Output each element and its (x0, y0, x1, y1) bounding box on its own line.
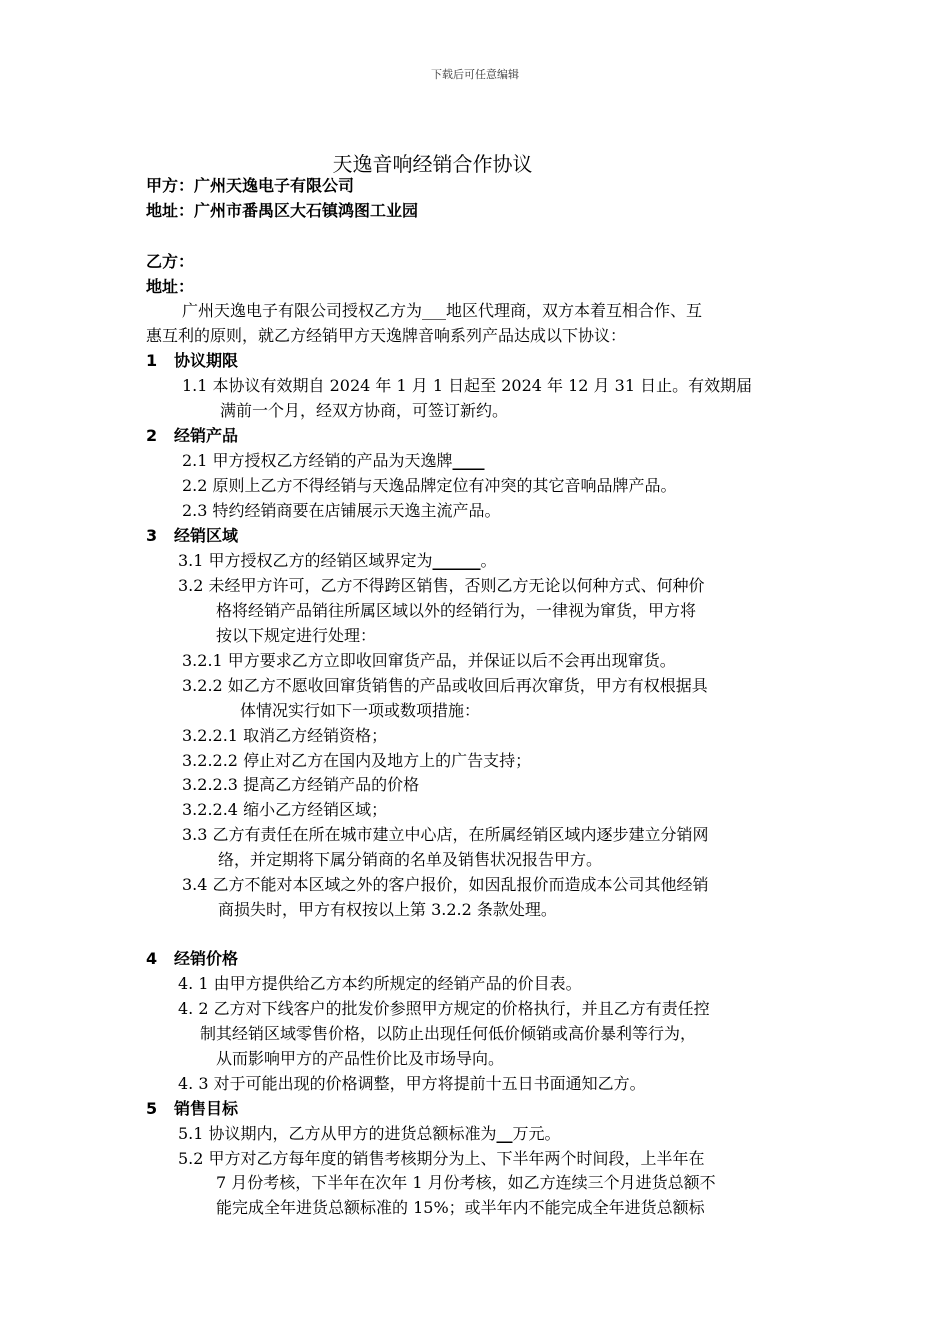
clause-3-2-line-3: 按以下规定进行处理： (216, 626, 377, 645)
intro-line-2: 惠互利的原则，就乙方经销甲方天逸牌音响系列产品达成以下协议： (146, 326, 627, 345)
clause-5-1-blank: __ (496, 1124, 513, 1143)
section-4-number: 4 (146, 949, 158, 968)
clause-3-1-end: 。 (480, 551, 497, 570)
clause-2-1-text: 2.1 甲方授权乙方经销的产品为天逸牌 (182, 451, 453, 470)
party-b-address-label: 地址： (146, 277, 195, 296)
clause-3-3-line-1: 3.3 乙方有责任在所在城市建立中心店，在所属经销区域内逐步建立分销网 (182, 825, 709, 844)
section-1-number: 1 (146, 351, 158, 370)
party-a-address-value: 广州市番禺区大石镇鸿图工业园 (194, 201, 419, 220)
section-3-title: 经销区域 (174, 526, 239, 545)
clause-2-2: 2.2 原则上乙方不得经销与天逸品牌定位有冲突的其它音响品牌产品。 (182, 476, 677, 495)
clause-5-1-end: 万元。 (512, 1124, 561, 1143)
clause-3-1 (178, 549, 497, 573)
clause-3-4-line-2: 商损失时，甲方有权按以上第 3.2.2 条款处理。 (218, 900, 557, 919)
clause-3-2-line-2: 格将经销产品销往所属区域以外的经销行为，一律视为窜货，甲方将 (216, 601, 697, 620)
clause-3-3-line-2: 络，并定期将下属分销商的名单及销售状况报告甲方。 (218, 850, 603, 869)
party-a-address-label: 地址： (146, 201, 195, 220)
section-4-title: 经销价格 (174, 949, 239, 968)
party-a-name: 广州天逸电子有限公司 (194, 176, 355, 195)
clause-3-2-2-1: 3.2.2.1 取消乙方经销资格； (182, 726, 388, 745)
clause-2-3: 2.3 特约经销商要在店铺展示天逸主流产品。 (182, 501, 501, 520)
clause-4-2-line-1: 4. 2 乙方对下线客户的批发价参照甲方规定的价格执行，并且乙方有责任控 (178, 999, 710, 1018)
section-5-heading (146, 1097, 238, 1121)
header-note: 下载后可任意编辑 (431, 68, 519, 81)
clause-3-2-2-4: 3.2.2.4 缩小乙方经销区域； (182, 800, 388, 819)
party-a-address-line (146, 199, 418, 223)
clause-3-1-text: 3.1 甲方授权乙方的经销区域界定为 (178, 551, 433, 570)
clause-3-4-line-1: 3.4 乙方不能对本区域之外的客户报价，如因乱报价而造成本公司其他经销 (182, 875, 709, 894)
party-a-line (146, 174, 354, 198)
clause-5-1 (178, 1122, 561, 1146)
document-title: 天逸音响经销合作协议 (332, 152, 533, 176)
section-2-heading (146, 424, 238, 448)
clause-2-1 (182, 449, 485, 473)
clause-4-2-line-3: 从而影响甲方的产品性价比及市场导向。 (216, 1049, 505, 1068)
clause-5-2-line-3: 能完成全年进货总额标准的 15%；或半年内不能完成全年进货总额标 (216, 1198, 705, 1217)
clause-5-2-line-2: 7 月份考核，下半年在次年 1 月份考核，如乙方连续三个月进货总额不 (216, 1173, 716, 1192)
clause-2-1-blank: ____ (452, 451, 485, 470)
party-a-label: 甲方： (146, 176, 195, 195)
clause-3-2-1: 3.2.1 甲方要求乙方立即收回窜货产品，并保证以后不会再出现窜货。 (182, 651, 676, 670)
clause-3-2-2-2: 3.2.2.2 停止对乙方在国内及地方上的广告支持； (182, 751, 532, 770)
section-3-heading (146, 524, 238, 548)
section-2-title: 经销产品 (174, 426, 239, 445)
clause-3-2-2-line-2: 体情况实行如下一项或数项措施： (240, 701, 481, 720)
section-5-title: 销售目标 (174, 1099, 239, 1118)
clause-5-2-line-1: 5.2 甲方对乙方每年度的销售考核期分为上、下半年两个时间段，上半年在 (178, 1149, 705, 1168)
clause-4-1: 4. 1 由甲方提供给乙方本约所规定的经销产品的价目表。 (178, 974, 582, 993)
clause-1-1-line-2: 满前一个月，经双方协商，可签订新约。 (220, 401, 509, 420)
clause-5-1-text: 5.1 协议期内，乙方从甲方的进货总额标准为 (178, 1124, 497, 1143)
section-1-heading (146, 349, 238, 373)
section-2-number: 2 (146, 426, 158, 445)
section-4-heading (146, 947, 238, 971)
clause-1-1-line-1: 1.1 本协议有效期自 2024 年 1 月 1 日起至 2024 年 12 月 31 日止。有效期届 (182, 376, 753, 395)
clause-4-3: 4. 3 对于可能出现的价格调整，甲方将提前十五日书面通知乙方。 (178, 1074, 646, 1093)
intro-line-1: 广州天逸电子有限公司授权乙方为___地区代理商，双方本着互相合作、互 (182, 301, 703, 320)
section-1-title: 协议期限 (174, 351, 239, 370)
section-3-number: 3 (146, 526, 158, 545)
clause-4-2-line-2: 制其经销区域零售价格，以防止出现任何低价倾销或高价暴利等行为， (200, 1024, 697, 1043)
section-5-number: 5 (146, 1099, 158, 1118)
clause-3-2-2-3: 3.2.2.3 提高乙方经销产品的价格 (182, 775, 420, 794)
clause-3-2-line-1: 3.2 未经甲方许可，乙方不得跨区销售，否则乙方无论以何种方式、何种价 (178, 576, 705, 595)
clause-3-2-2-line-1: 3.2.2 如乙方不愿收回窜货销售的产品或收回后再次窜货，甲方有权根据具 (182, 676, 708, 695)
party-b-label: 乙方： (146, 252, 195, 271)
clause-3-1-blank: ______ (432, 551, 481, 570)
